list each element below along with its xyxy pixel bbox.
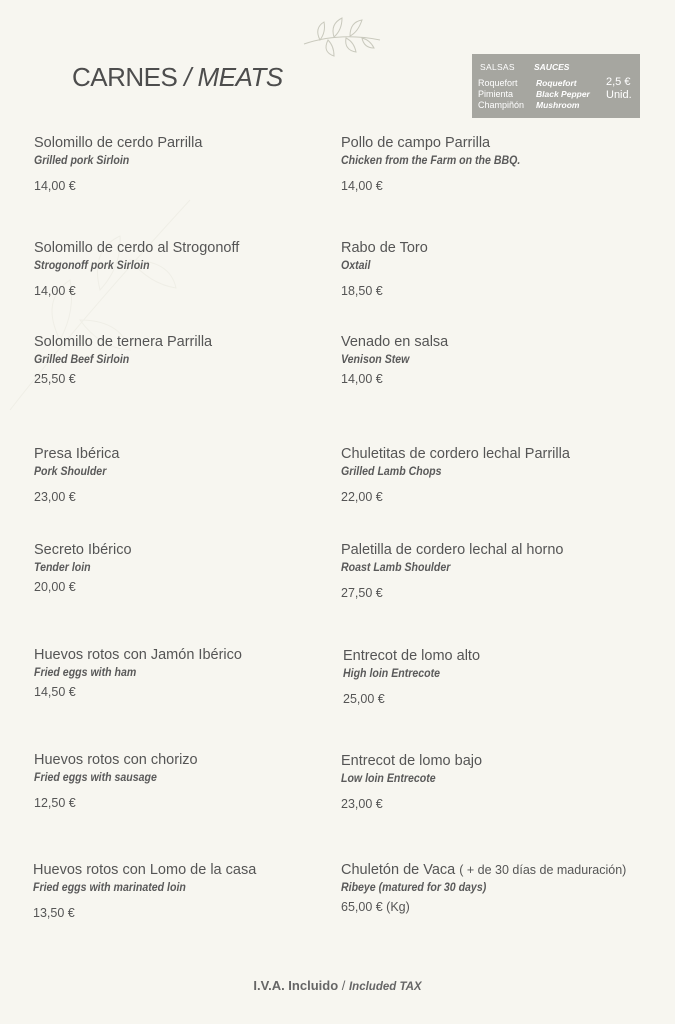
item-name-es: Solomillo de cerdo Parrilla xyxy=(34,135,203,151)
item-price: 13,50 € xyxy=(33,906,75,920)
item-name-es: Rabo de Toro xyxy=(341,240,428,256)
menu-item xyxy=(341,334,448,386)
item-price: 25,00 € xyxy=(343,692,385,706)
item-name-es: Solomillo de cerdo al Strogonoff xyxy=(34,240,240,256)
tax-es: I.V.A. Incluido xyxy=(253,978,339,993)
page-title xyxy=(72,62,283,93)
item-name-es: Entrecot de lomo bajo xyxy=(341,753,483,769)
menu-item xyxy=(341,862,626,914)
item-name-es: Chuletitas de cordero lechal Parrilla xyxy=(341,446,570,462)
title-es: CARNES xyxy=(72,62,178,92)
item-price: 25,50 € xyxy=(34,372,76,386)
menu-item xyxy=(33,862,256,920)
item-price: 18,50 € xyxy=(341,284,383,298)
item-name-en: Low loin Entrecote xyxy=(341,773,436,785)
sauces-heading-es: SALSAS xyxy=(480,62,515,72)
tax-en: Included TAX xyxy=(348,981,422,993)
sauce-price-unit: Unid. xyxy=(606,89,632,101)
item-name-es: Venado en salsa xyxy=(341,334,449,350)
item-price: 27,50 € xyxy=(341,586,383,600)
item-name-en: Strogonoff pork Sirloin xyxy=(34,260,150,272)
item-price: 14,00 € xyxy=(34,179,76,193)
item-price: 14,00 € xyxy=(341,372,383,386)
menu-item xyxy=(341,240,428,298)
item-name-en: Tender loin xyxy=(34,562,91,574)
item-name-es: Huevos rotos con chorizo xyxy=(34,752,198,768)
item-price: 12,50 € xyxy=(34,796,76,810)
item-price: 14,50 € xyxy=(34,685,76,699)
item-name-es: Secreto Ibérico xyxy=(34,542,132,558)
item-name-en: Oxtail xyxy=(341,260,371,272)
menu-item xyxy=(341,446,570,504)
title-en: MEATS xyxy=(197,62,283,92)
item-name-es: Solomillo de ternera Parrilla xyxy=(34,334,213,350)
menu-item xyxy=(341,753,482,811)
item-name-en: High loin Entrecote xyxy=(343,668,440,680)
item-price: 23,00 € xyxy=(34,490,76,504)
item-price: 22,00 € xyxy=(341,490,383,504)
title-separator: / xyxy=(177,62,198,92)
item-name-en: Fried eggs with marinated loin xyxy=(33,882,186,894)
sauce-en: Mushroom xyxy=(536,100,580,110)
item-name-en: Roast Lamb Shoulder xyxy=(341,562,451,574)
menu-item xyxy=(34,752,198,810)
sauce-es: Champiñón xyxy=(478,100,525,110)
menu-item xyxy=(34,135,202,193)
sauce-price-value: 2,5 € xyxy=(606,76,631,88)
menu-item xyxy=(341,135,536,193)
sauces-heading-en: SAUCES xyxy=(534,62,570,72)
item-name-en: Grilled Beef Sirloin xyxy=(34,354,130,366)
sauce-en: Black Pepper xyxy=(536,89,590,99)
item-name-es: Pollo de campo Parrilla xyxy=(341,135,491,151)
item-name-es-text: Chuletón de Vaca xyxy=(341,862,456,878)
sauces-list-en xyxy=(536,78,590,111)
menu-item xyxy=(34,647,242,699)
sauces-price xyxy=(606,76,632,102)
item-name-en: Grilled Lamb Chops xyxy=(341,466,442,478)
item-price: 20,00 € xyxy=(34,580,76,594)
item-name-en: Chicken from the Farm on the BBQ. xyxy=(341,155,521,167)
tax-footer xyxy=(0,978,675,993)
item-name-es: Huevos rotos con Jamón Ibérico xyxy=(34,647,242,663)
menu-item xyxy=(341,542,563,600)
menu-item xyxy=(343,648,480,706)
item-name-en: Ribeye (matured for 30 days) xyxy=(341,882,487,894)
sauce-es: Roquefort xyxy=(478,78,518,88)
leaf-ornament-icon xyxy=(300,14,384,58)
item-name-en: Venison Stew xyxy=(341,354,410,366)
item-name-en: Grilled pork Sirloin xyxy=(34,155,130,167)
menu-item xyxy=(34,334,212,386)
sauce-en: Roquefort xyxy=(536,78,577,88)
item-name-note: ( + de 30 días de maduración) xyxy=(459,863,627,877)
item-name-es xyxy=(341,862,626,878)
item-price: 65,00 € (Kg) xyxy=(341,900,410,914)
sauce-es: Pimienta xyxy=(478,89,514,99)
menu-item xyxy=(34,240,239,298)
item-price: 14,00 € xyxy=(341,179,383,193)
item-name-en: Pork Shoulder xyxy=(34,466,107,478)
item-name-es: Presa Ibérica xyxy=(34,446,120,462)
item-price: 23,00 € xyxy=(341,797,383,811)
item-name-es: Entrecot de lomo alto xyxy=(343,648,481,664)
menu-item xyxy=(34,542,132,594)
menu-item xyxy=(34,446,119,504)
item-name-es: Paletilla de cordero lechal al horno xyxy=(341,542,564,558)
item-name-en: Fried eggs with ham xyxy=(34,667,137,679)
item-name-es: Huevos rotos con Lomo de la casa xyxy=(33,862,257,878)
item-price: 14,00 € xyxy=(34,284,76,298)
tax-separator: / xyxy=(338,978,349,993)
sauces-list-es xyxy=(478,78,524,111)
item-name-en: Fried eggs with sausage xyxy=(34,772,157,784)
sauces-box xyxy=(472,54,640,118)
